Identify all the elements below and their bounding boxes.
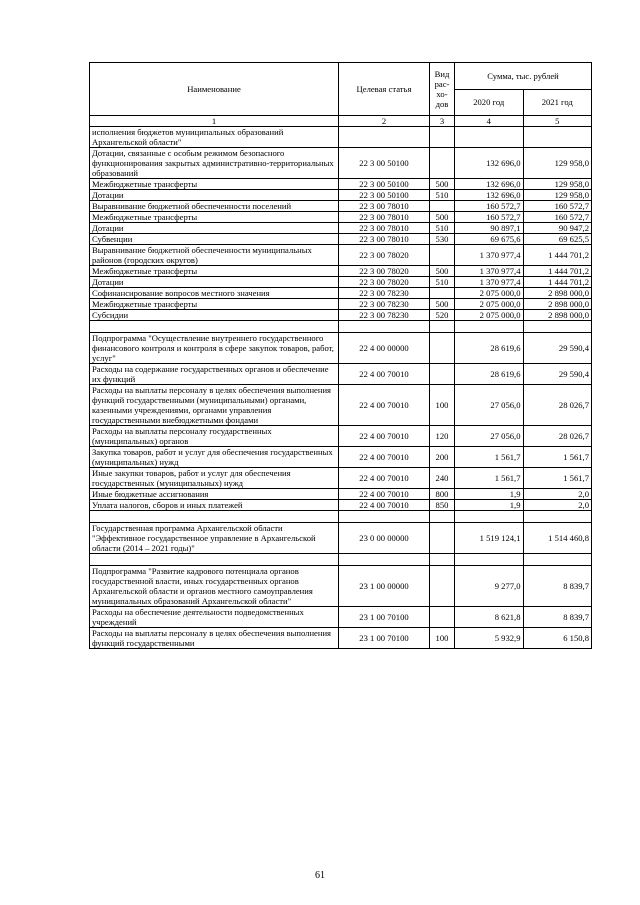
row-name-cell: Расходы на обеспечение деятельности подведомственных учреждений (90, 607, 339, 628)
table-row (90, 299, 592, 310)
row-name-cell: Расходы на содержание государственных органов и обеспечение их функций (90, 364, 339, 385)
row-2021-value-cell: 160 572,7 (523, 212, 592, 223)
row-name-cell: Межбюджетные трансферты (90, 299, 339, 310)
row-2020-value-cell: 27 056,0 (455, 426, 524, 447)
row-code-cell: 22 4 00 70010 (339, 489, 430, 500)
row-code-cell: 22 3 00 78010 (339, 201, 430, 212)
row-2020-value-cell (455, 127, 524, 148)
row-2021-value-cell: 1 444 701,2 (523, 266, 592, 277)
row-2021-value-cell: 2,0 (523, 500, 592, 511)
row-2021-value-cell: 29 590,4 (523, 364, 592, 385)
row-vid-cell (430, 245, 455, 266)
empty-cell (339, 511, 430, 523)
row-code-cell: 22 3 00 50100 (339, 148, 430, 179)
row-2020-value-cell: 160 572,7 (455, 212, 524, 223)
row-vid-cell: 510 (430, 223, 455, 234)
row-vid-cell: 100 (430, 385, 455, 426)
row-vid-cell: 510 (430, 190, 455, 201)
row-name-cell: Межбюджетные трансферты (90, 266, 339, 277)
row-2021-value-cell (523, 127, 592, 148)
empty-cell (455, 511, 524, 523)
row-code-cell: 23 1 00 70100 (339, 628, 430, 649)
table-spacer-row (90, 511, 592, 523)
row-name-cell: Софинансирование вопросов местного значения (90, 288, 339, 299)
header-code: Целевая статья (339, 63, 430, 116)
row-vid-cell: 100 (430, 628, 455, 649)
row-2021-value-cell: 2,0 (523, 489, 592, 500)
row-2020-value-cell: 160 572,7 (455, 201, 524, 212)
table-spacer-row (90, 554, 592, 566)
row-name-cell: Расходы на выплаты персоналу в целях обеспечения выполнения функций государственными (90, 628, 339, 649)
row-name-cell: Межбюджетные трансферты (90, 212, 339, 223)
row-name-cell: Государственная программа Архангельской области "Эффективное государственное управление в Архангельской области (2014 – 2021 годы)" (90, 523, 339, 554)
row-name-cell: Подпрограмма "Осуществление внутреннего государственного финансового контроля и контроля в сфере закупок товаров, работ, услуг" (90, 333, 339, 364)
row-2020-value-cell: 8 621,8 (455, 607, 524, 628)
row-vid-cell: 510 (430, 277, 455, 288)
row-code-cell: 22 3 00 78020 (339, 277, 430, 288)
row-name-cell: Иные бюджетные ассигнования (90, 489, 339, 500)
row-2021-value-cell: 2 898 000,0 (523, 299, 592, 310)
row-2020-value-cell: 1,9 (455, 489, 524, 500)
row-name-cell: исполнения бюджетов муниципальных образований Архангельской области" (90, 127, 339, 148)
row-2020-value-cell: 132 696,0 (455, 148, 524, 179)
empty-cell (523, 554, 592, 566)
row-vid-cell: 500 (430, 299, 455, 310)
row-name-cell: Межбюджетные трансферты (90, 179, 339, 190)
row-2021-value-cell: 90 947,2 (523, 223, 592, 234)
empty-cell (339, 554, 430, 566)
index-cell: 4 (455, 116, 524, 127)
row-vid-cell (430, 148, 455, 179)
row-code-cell: 22 3 00 78010 (339, 234, 430, 245)
row-2020-value-cell: 1 561,7 (455, 447, 524, 468)
row-vid-cell: 800 (430, 489, 455, 500)
table-row (90, 234, 592, 245)
row-code-cell: 22 3 00 78230 (339, 299, 430, 310)
row-vid-cell: 520 (430, 310, 455, 321)
row-2021-value-cell: 69 625,5 (523, 234, 592, 245)
empty-cell (90, 554, 339, 566)
header-index-row (90, 116, 592, 127)
row-name-cell: Иные закупки товаров, работ и услуг для обеспечения государственных (муниципальных) нужд (90, 468, 339, 489)
empty-cell (339, 321, 430, 333)
row-vid-cell (430, 566, 455, 607)
row-code-cell: 22 4 00 70010 (339, 385, 430, 426)
row-code-cell: 22 3 00 78230 (339, 310, 430, 321)
row-2020-value-cell: 28 619,6 (455, 333, 524, 364)
row-2020-value-cell: 1 519 124,1 (455, 523, 524, 554)
row-vid-cell (430, 607, 455, 628)
row-2020-value-cell: 1 370 977,4 (455, 245, 524, 266)
table-row (90, 148, 592, 179)
row-2021-value-cell: 29 590,4 (523, 333, 592, 364)
row-2021-value-cell: 1 444 701,2 (523, 277, 592, 288)
row-2021-value-cell: 6 150,8 (523, 628, 592, 649)
row-2021-value-cell: 1 514 460,8 (523, 523, 592, 554)
row-code-cell: 22 3 00 78020 (339, 266, 430, 277)
row-name-cell: Дотации, связанные с особым режимом безопасного функционирования закрытых административно-территориальных образований (90, 148, 339, 179)
row-vid-cell (430, 201, 455, 212)
row-name-cell: Выравнивание бюджетной обеспеченности муниципальных районов (городских округов) (90, 245, 339, 266)
row-vid-cell: 120 (430, 426, 455, 447)
row-code-cell: 23 1 00 00000 (339, 566, 430, 607)
row-2020-value-cell: 2 075 000,0 (455, 310, 524, 321)
empty-cell (523, 321, 592, 333)
index-cell: 1 (90, 116, 339, 127)
row-code-cell: 22 3 00 50100 (339, 179, 430, 190)
row-2020-value-cell: 1 370 977,4 (455, 266, 524, 277)
table-row (90, 468, 592, 489)
table-row (90, 500, 592, 511)
row-2020-value-cell: 2 075 000,0 (455, 299, 524, 310)
page-number: 61 (315, 870, 325, 881)
index-cell: 5 (523, 116, 592, 127)
row-2020-value-cell: 69 675,6 (455, 234, 524, 245)
table-body (90, 127, 592, 649)
table-row (90, 245, 592, 266)
table-row (90, 201, 592, 212)
table-row (90, 190, 592, 201)
table-row (90, 426, 592, 447)
row-2020-value-cell: 132 696,0 (455, 190, 524, 201)
row-2021-value-cell: 2 898 000,0 (523, 310, 592, 321)
row-2020-value-cell: 28 619,6 (455, 364, 524, 385)
row-2021-value-cell: 1 444 701,2 (523, 245, 592, 266)
row-code-cell: 22 4 00 70010 (339, 447, 430, 468)
empty-cell (90, 511, 339, 523)
row-2020-value-cell: 2 075 000,0 (455, 288, 524, 299)
empty-cell (455, 321, 524, 333)
empty-cell (523, 511, 592, 523)
row-code-cell: 23 1 00 70100 (339, 607, 430, 628)
budget-table (89, 62, 592, 649)
header-year-2021: 2021 год (523, 89, 592, 116)
row-2020-value-cell: 27 056,0 (455, 385, 524, 426)
table-row (90, 277, 592, 288)
row-code-cell: 22 3 00 78010 (339, 223, 430, 234)
row-2020-value-cell: 1 370 977,4 (455, 277, 524, 288)
row-vid-cell: 200 (430, 447, 455, 468)
row-code-cell: 22 4 00 70010 (339, 426, 430, 447)
row-code-cell: 22 3 00 50100 (339, 190, 430, 201)
row-code-cell: 22 3 00 78010 (339, 212, 430, 223)
header-vid: Вид рас-хо-дов (430, 63, 455, 116)
row-2020-value-cell: 9 277,0 (455, 566, 524, 607)
empty-cell (430, 321, 455, 333)
table-row (90, 628, 592, 649)
table-spacer-row (90, 321, 592, 333)
row-name-cell: Уплата налогов, сборов и иных платежей (90, 500, 339, 511)
row-2021-value-cell: 8 839,7 (523, 566, 592, 607)
row-name-cell: Закупка товаров, работ и услуг для обеспечения государственных (муниципальных) нужд (90, 447, 339, 468)
row-2021-value-cell: 129 958,0 (523, 148, 592, 179)
table-row (90, 310, 592, 321)
row-vid-cell: 500 (430, 179, 455, 190)
row-2020-value-cell: 132 696,0 (455, 179, 524, 190)
header-sum: Сумма, тыс. рублей (455, 63, 592, 90)
table-row (90, 523, 592, 554)
row-name-cell: Субсидии (90, 310, 339, 321)
row-name-cell: Подпрограмма "Развитие кадрового потенциала органов государственной власти, иных государственных органов Архангельской области и органов местного самоуправления муниципальных образований Архангельской области" (90, 566, 339, 607)
row-2020-value-cell: 1,9 (455, 500, 524, 511)
row-code-cell: 23 0 00 00000 (339, 523, 430, 554)
row-name-cell: Выравнивание бюджетной обеспеченности поселений (90, 201, 339, 212)
empty-cell (455, 554, 524, 566)
row-vid-cell: 500 (430, 266, 455, 277)
table-row (90, 288, 592, 299)
row-code-cell: 22 4 00 70010 (339, 468, 430, 489)
header-year-2020: 2020 год (455, 89, 524, 116)
row-code-cell: 22 4 00 70010 (339, 364, 430, 385)
row-name-cell: Дотации (90, 277, 339, 288)
table-row (90, 179, 592, 190)
row-name-cell: Дотации (90, 190, 339, 201)
index-cell: 2 (339, 116, 430, 127)
row-2021-value-cell: 28 026,7 (523, 385, 592, 426)
table-header (90, 63, 592, 127)
row-vid-cell: 530 (430, 234, 455, 245)
row-2021-value-cell: 2 898 000,0 (523, 288, 592, 299)
row-vid-cell: 850 (430, 500, 455, 511)
row-code-cell: 22 4 00 70010 (339, 500, 430, 511)
row-code-cell: 22 4 00 00000 (339, 333, 430, 364)
row-2020-value-cell: 1 561,7 (455, 468, 524, 489)
row-vid-cell: 240 (430, 468, 455, 489)
row-2020-value-cell: 5 932,9 (455, 628, 524, 649)
row-code-cell: 22 3 00 78230 (339, 288, 430, 299)
table-row (90, 333, 592, 364)
empty-cell (90, 321, 339, 333)
row-vid-cell: 500 (430, 212, 455, 223)
row-vid-cell (430, 288, 455, 299)
row-2021-value-cell: 129 958,0 (523, 179, 592, 190)
row-vid-cell (430, 333, 455, 364)
row-2021-value-cell: 1 561,7 (523, 447, 592, 468)
table-row (90, 607, 592, 628)
empty-cell (430, 511, 455, 523)
table-row (90, 385, 592, 426)
row-name-cell: Расходы на выплаты персоналу в целях обеспечения выполнения функций государственными (муниципальными) органами, казенными учреждениями, органами управления государственными внебюджетными фондами (90, 385, 339, 426)
table-row (90, 447, 592, 468)
row-2021-value-cell: 28 026,7 (523, 426, 592, 447)
table-row (90, 566, 592, 607)
row-2020-value-cell: 90 897,1 (455, 223, 524, 234)
row-vid-cell (430, 127, 455, 148)
table-row (90, 489, 592, 500)
row-2021-value-cell: 1 561,7 (523, 468, 592, 489)
empty-cell (430, 554, 455, 566)
header-name: Наименование (90, 63, 339, 116)
row-2021-value-cell: 160 572,7 (523, 201, 592, 212)
row-code-cell: 22 3 00 78020 (339, 245, 430, 266)
table-row (90, 266, 592, 277)
row-2021-value-cell: 8 839,7 (523, 607, 592, 628)
row-2021-value-cell: 129 958,0 (523, 190, 592, 201)
table-row (90, 212, 592, 223)
row-name-cell: Субвенции (90, 234, 339, 245)
row-vid-cell (430, 523, 455, 554)
index-cell: 3 (430, 116, 455, 127)
table-row (90, 364, 592, 385)
row-name-cell: Расходы на выплаты персоналу государственных (муниципальных) органов (90, 426, 339, 447)
table-row (90, 223, 592, 234)
table-row (90, 127, 592, 148)
row-code-cell (339, 127, 430, 148)
row-vid-cell (430, 364, 455, 385)
row-name-cell: Дотации (90, 223, 339, 234)
